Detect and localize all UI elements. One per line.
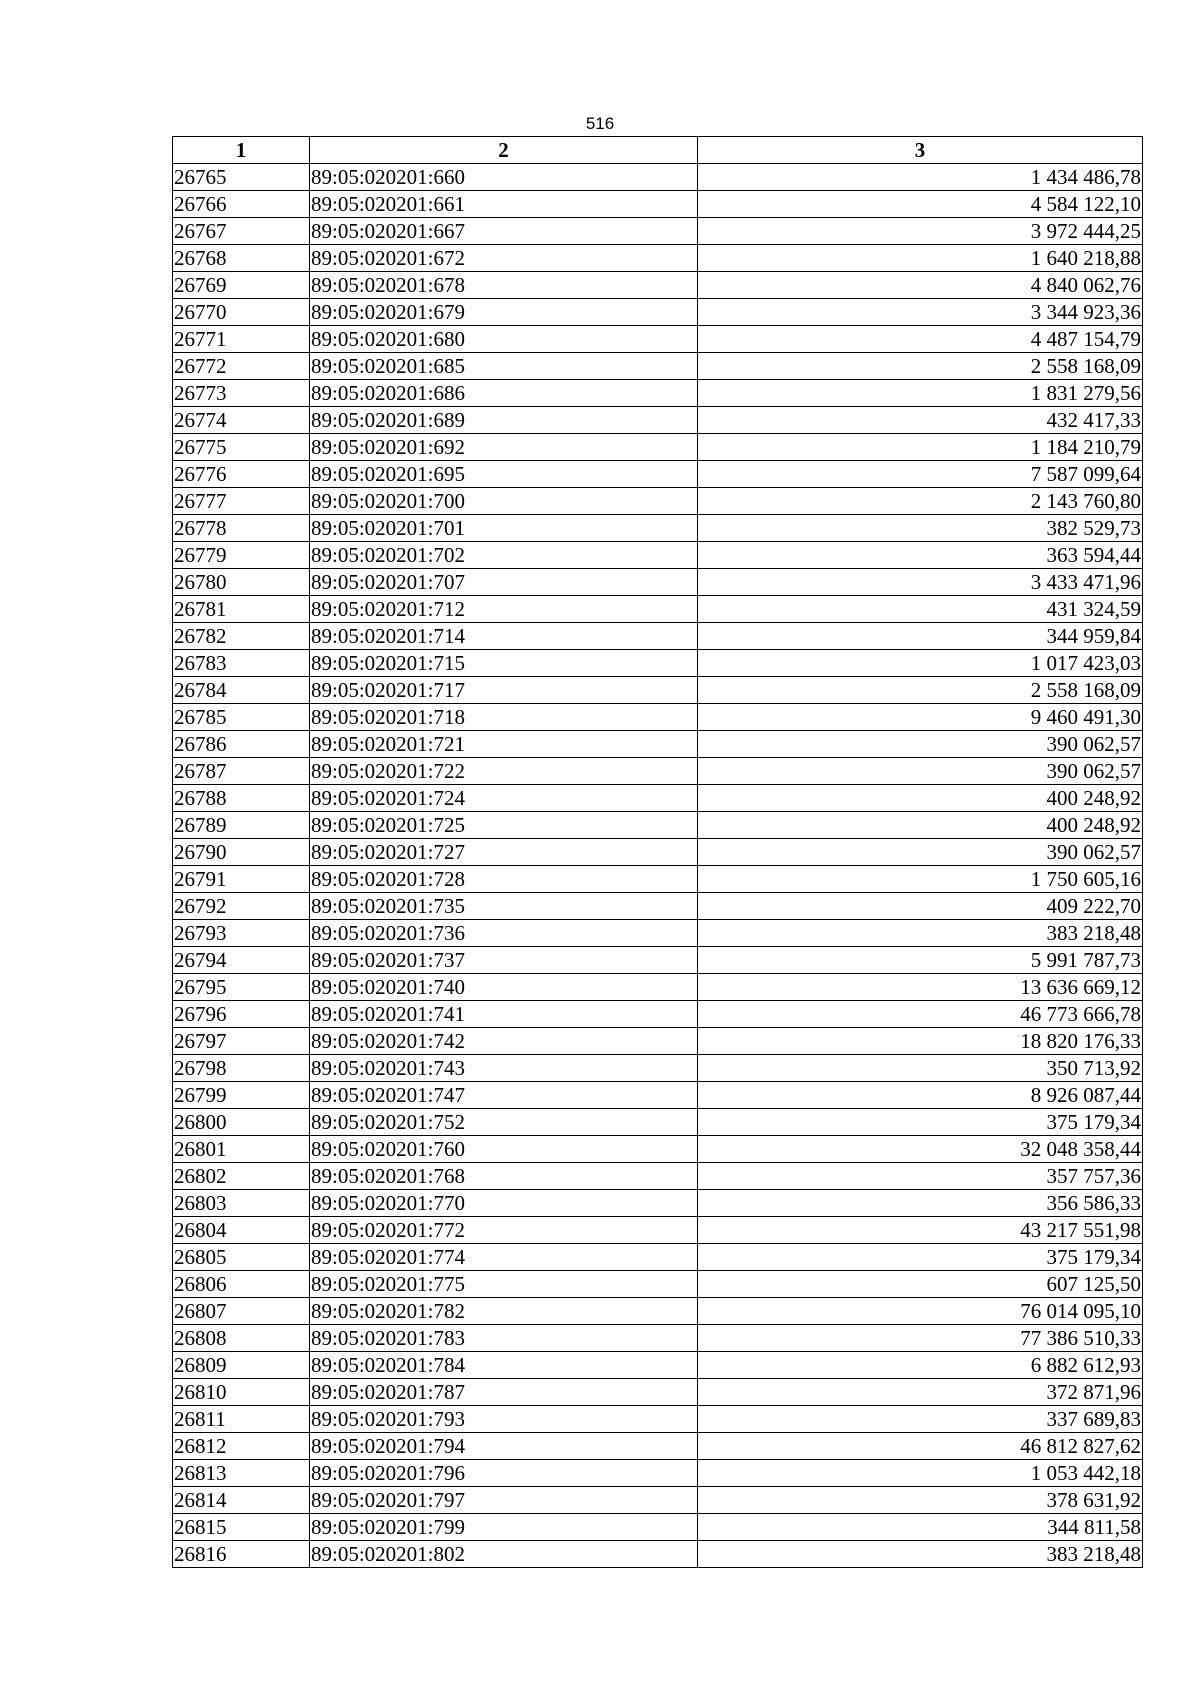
cadastral-number-cell: 89:05:020201:787: [310, 1379, 698, 1406]
column-header-2: 2: [310, 137, 698, 164]
row-number-cell: 26812: [173, 1433, 310, 1460]
cadastral-number-cell: 89:05:020201:783: [310, 1325, 698, 1352]
table-row: [173, 893, 1143, 920]
row-number-cell: 26774: [173, 407, 310, 434]
cadastral-number-cell: 89:05:020201:743: [310, 1055, 698, 1082]
value-cell: 4 584 122,10: [698, 191, 1143, 218]
value-cell: 390 062,57: [698, 839, 1143, 866]
table-row: [173, 542, 1143, 569]
column-header-3: 3: [698, 137, 1143, 164]
value-cell: 1 053 442,18: [698, 1460, 1143, 1487]
value-cell: 363 594,44: [698, 542, 1143, 569]
table-row: [173, 272, 1143, 299]
cadastral-number-cell: 89:05:020201:742: [310, 1028, 698, 1055]
value-cell: 46 773 666,78: [698, 1001, 1143, 1028]
table-row: [173, 1379, 1143, 1406]
row-number-cell: 26794: [173, 947, 310, 974]
row-number-cell: 26782: [173, 623, 310, 650]
cadastral-number-cell: 89:05:020201:794: [310, 1433, 698, 1460]
value-cell: 76 014 095,10: [698, 1298, 1143, 1325]
cadastral-number-cell: 89:05:020201:722: [310, 758, 698, 785]
table-header-row: [173, 137, 1143, 164]
row-number-cell: 26784: [173, 677, 310, 704]
row-number-cell: 26804: [173, 1217, 310, 1244]
table-row: [173, 596, 1143, 623]
row-number-cell: 26783: [173, 650, 310, 677]
table-row: [173, 920, 1143, 947]
cadastral-number-cell: 89:05:020201:728: [310, 866, 698, 893]
row-number-cell: 26816: [173, 1541, 310, 1568]
value-cell: 1 184 210,79: [698, 434, 1143, 461]
cadastral-number-cell: 89:05:020201:724: [310, 785, 698, 812]
table-row: [173, 1001, 1143, 1028]
value-cell: 77 386 510,33: [698, 1325, 1143, 1352]
cadastral-number-cell: 89:05:020201:735: [310, 893, 698, 920]
row-number-cell: 26803: [173, 1190, 310, 1217]
value-cell: 8 926 087,44: [698, 1082, 1143, 1109]
cadastral-number-cell: 89:05:020201:760: [310, 1136, 698, 1163]
row-number-cell: 26797: [173, 1028, 310, 1055]
value-cell: 375 179,34: [698, 1244, 1143, 1271]
row-number-cell: 26805: [173, 1244, 310, 1271]
value-cell: 350 713,92: [698, 1055, 1143, 1082]
table-row: [173, 1487, 1143, 1514]
table-row: [173, 191, 1143, 218]
cadastral-number-cell: 89:05:020201:721: [310, 731, 698, 758]
value-cell: 390 062,57: [698, 758, 1143, 785]
row-number-cell: 26773: [173, 380, 310, 407]
table-row: [173, 1109, 1143, 1136]
table-row: [173, 1541, 1143, 1568]
table-row: [173, 1163, 1143, 1190]
value-cell: 375 179,34: [698, 1109, 1143, 1136]
row-number-cell: 26772: [173, 353, 310, 380]
row-number-cell: 26793: [173, 920, 310, 947]
row-number-cell: 26771: [173, 326, 310, 353]
cadastral-number-cell: 89:05:020201:782: [310, 1298, 698, 1325]
cadastral-number-cell: 89:05:020201:747: [310, 1082, 698, 1109]
value-cell: 2 558 168,09: [698, 677, 1143, 704]
row-number-cell: 26770: [173, 299, 310, 326]
table-body: [173, 164, 1143, 1568]
row-number-cell: 26766: [173, 191, 310, 218]
table-row: [173, 731, 1143, 758]
value-cell: 1 750 605,16: [698, 866, 1143, 893]
row-number-cell: 26786: [173, 731, 310, 758]
table-row: [173, 434, 1143, 461]
table-row: [173, 1352, 1143, 1379]
table-row: [173, 1217, 1143, 1244]
table-row: [173, 1244, 1143, 1271]
table-row: [173, 866, 1143, 893]
cadastral-number-cell: 89:05:020201:685: [310, 353, 698, 380]
row-number-cell: 26768: [173, 245, 310, 272]
value-cell: 18 820 176,33: [698, 1028, 1143, 1055]
row-number-cell: 26802: [173, 1163, 310, 1190]
cadastral-number-cell: 89:05:020201:796: [310, 1460, 698, 1487]
cadastral-number-cell: 89:05:020201:712: [310, 596, 698, 623]
table-row: [173, 812, 1143, 839]
row-number-cell: 26777: [173, 488, 310, 515]
row-number-cell: 26799: [173, 1082, 310, 1109]
row-number-cell: 26814: [173, 1487, 310, 1514]
row-number-cell: 26765: [173, 164, 310, 191]
value-cell: 607 125,50: [698, 1271, 1143, 1298]
data-table: [172, 136, 1143, 1568]
cadastral-number-cell: 89:05:020201:727: [310, 839, 698, 866]
row-number-cell: 26787: [173, 758, 310, 785]
row-number-cell: 26781: [173, 596, 310, 623]
table-row: [173, 1028, 1143, 1055]
row-number-cell: 26769: [173, 272, 310, 299]
value-cell: 378 631,92: [698, 1487, 1143, 1514]
value-cell: 4 840 062,76: [698, 272, 1143, 299]
cadastral-number-cell: 89:05:020201:714: [310, 623, 698, 650]
row-number-cell: 26798: [173, 1055, 310, 1082]
cadastral-number-cell: 89:05:020201:737: [310, 947, 698, 974]
row-number-cell: 26815: [173, 1514, 310, 1541]
table-row: [173, 1514, 1143, 1541]
value-cell: 3 433 471,96: [698, 569, 1143, 596]
table-row: [173, 623, 1143, 650]
row-number-cell: 26809: [173, 1352, 310, 1379]
cadastral-number-cell: 89:05:020201:707: [310, 569, 698, 596]
row-number-cell: 26807: [173, 1298, 310, 1325]
cadastral-number-cell: 89:05:020201:680: [310, 326, 698, 353]
value-cell: 432 417,33: [698, 407, 1143, 434]
row-number-cell: 26808: [173, 1325, 310, 1352]
cadastral-number-cell: 89:05:020201:736: [310, 920, 698, 947]
row-number-cell: 26775: [173, 434, 310, 461]
table-row: [173, 380, 1143, 407]
table-row: [173, 1055, 1143, 1082]
table-row: [173, 839, 1143, 866]
cadastral-number-cell: 89:05:020201:715: [310, 650, 698, 677]
row-number-cell: 26776: [173, 461, 310, 488]
row-number-cell: 26801: [173, 1136, 310, 1163]
cadastral-number-cell: 89:05:020201:752: [310, 1109, 698, 1136]
table-row: [173, 353, 1143, 380]
table-row: [173, 407, 1143, 434]
table-row: [173, 650, 1143, 677]
table-row: [173, 461, 1143, 488]
table-row: [173, 218, 1143, 245]
row-number-cell: 26785: [173, 704, 310, 731]
value-cell: 5 991 787,73: [698, 947, 1143, 974]
value-cell: 2 558 168,09: [698, 353, 1143, 380]
value-cell: 1 831 279,56: [698, 380, 1143, 407]
value-cell: 3 344 923,36: [698, 299, 1143, 326]
value-cell: 43 217 551,98: [698, 1217, 1143, 1244]
table-row: [173, 326, 1143, 353]
value-cell: 1 434 486,78: [698, 164, 1143, 191]
value-cell: 344 959,84: [698, 623, 1143, 650]
table-row: [173, 704, 1143, 731]
table-row: [173, 1136, 1143, 1163]
value-cell: 46 812 827,62: [698, 1433, 1143, 1460]
cadastral-number-cell: 89:05:020201:793: [310, 1406, 698, 1433]
cadastral-number-cell: 89:05:020201:717: [310, 677, 698, 704]
cadastral-number-cell: 89:05:020201:661: [310, 191, 698, 218]
table-row: [173, 1406, 1143, 1433]
cadastral-number-cell: 89:05:020201:768: [310, 1163, 698, 1190]
table-row: [173, 1460, 1143, 1487]
row-number-cell: 26767: [173, 218, 310, 245]
value-cell: 13 636 669,12: [698, 974, 1143, 1001]
value-cell: 344 811,58: [698, 1514, 1143, 1541]
table-row: [173, 245, 1143, 272]
value-cell: 4 487 154,79: [698, 326, 1143, 353]
cadastral-number-cell: 89:05:020201:797: [310, 1487, 698, 1514]
table-row: [173, 758, 1143, 785]
cadastral-number-cell: 89:05:020201:689: [310, 407, 698, 434]
value-cell: 400 248,92: [698, 812, 1143, 839]
cadastral-number-cell: 89:05:020201:784: [310, 1352, 698, 1379]
value-cell: 7 587 099,64: [698, 461, 1143, 488]
table-row: [173, 785, 1143, 812]
table-row: [173, 164, 1143, 191]
cadastral-number-cell: 89:05:020201:799: [310, 1514, 698, 1541]
table-row: [173, 947, 1143, 974]
row-number-cell: 26800: [173, 1109, 310, 1136]
row-number-cell: 26779: [173, 542, 310, 569]
table-row: [173, 677, 1143, 704]
row-number-cell: 26813: [173, 1460, 310, 1487]
row-number-cell: 26806: [173, 1271, 310, 1298]
cadastral-number-cell: 89:05:020201:802: [310, 1541, 698, 1568]
value-cell: 372 871,96: [698, 1379, 1143, 1406]
row-number-cell: 26791: [173, 866, 310, 893]
cadastral-number-cell: 89:05:020201:667: [310, 218, 698, 245]
value-cell: 1 640 218,88: [698, 245, 1143, 272]
cadastral-number-cell: 89:05:020201:718: [310, 704, 698, 731]
row-number-cell: 26795: [173, 974, 310, 1001]
row-number-cell: 26790: [173, 839, 310, 866]
value-cell: 356 586,33: [698, 1190, 1143, 1217]
table-row: [173, 974, 1143, 1001]
cadastral-number-cell: 89:05:020201:686: [310, 380, 698, 407]
cadastral-number-cell: 89:05:020201:660: [310, 164, 698, 191]
column-header-1: 1: [173, 137, 310, 164]
cadastral-number-cell: 89:05:020201:692: [310, 434, 698, 461]
table-row: [173, 488, 1143, 515]
table-row: [173, 1433, 1143, 1460]
value-cell: 383 218,48: [698, 1541, 1143, 1568]
row-number-cell: 26810: [173, 1379, 310, 1406]
table-row: [173, 1298, 1143, 1325]
value-cell: 6 882 612,93: [698, 1352, 1143, 1379]
row-number-cell: 26792: [173, 893, 310, 920]
cadastral-number-cell: 89:05:020201:701: [310, 515, 698, 542]
table-row: [173, 515, 1143, 542]
value-cell: 357 757,36: [698, 1163, 1143, 1190]
cadastral-number-cell: 89:05:020201:672: [310, 245, 698, 272]
value-cell: 1 017 423,03: [698, 650, 1143, 677]
value-cell: 400 248,92: [698, 785, 1143, 812]
cadastral-number-cell: 89:05:020201:679: [310, 299, 698, 326]
value-cell: 32 048 358,44: [698, 1136, 1143, 1163]
cadastral-number-cell: 89:05:020201:700: [310, 488, 698, 515]
value-cell: 390 062,57: [698, 731, 1143, 758]
row-number-cell: 26780: [173, 569, 310, 596]
cadastral-number-cell: 89:05:020201:695: [310, 461, 698, 488]
value-cell: 382 529,73: [698, 515, 1143, 542]
value-cell: 337 689,83: [698, 1406, 1143, 1433]
cadastral-number-cell: 89:05:020201:770: [310, 1190, 698, 1217]
row-number-cell: 26778: [173, 515, 310, 542]
cadastral-number-cell: 89:05:020201:741: [310, 1001, 698, 1028]
value-cell: 9 460 491,30: [698, 704, 1143, 731]
value-cell: 409 222,70: [698, 893, 1143, 920]
value-cell: 3 972 444,25: [698, 218, 1143, 245]
cadastral-number-cell: 89:05:020201:740: [310, 974, 698, 1001]
table-row: [173, 1271, 1143, 1298]
table-row: [173, 1082, 1143, 1109]
cadastral-number-cell: 89:05:020201:774: [310, 1244, 698, 1271]
cadastral-number-cell: 89:05:020201:678: [310, 272, 698, 299]
cadastral-number-cell: 89:05:020201:725: [310, 812, 698, 839]
table-row: [173, 569, 1143, 596]
row-number-cell: 26789: [173, 812, 310, 839]
value-cell: 2 143 760,80: [698, 488, 1143, 515]
cadastral-number-cell: 89:05:020201:702: [310, 542, 698, 569]
cadastral-number-cell: 89:05:020201:775: [310, 1271, 698, 1298]
table-row: [173, 1190, 1143, 1217]
row-number-cell: 26788: [173, 785, 310, 812]
row-number-cell: 26796: [173, 1001, 310, 1028]
cadastral-number-cell: 89:05:020201:772: [310, 1217, 698, 1244]
table-row: [173, 1325, 1143, 1352]
row-number-cell: 26811: [173, 1406, 310, 1433]
table-row: [173, 299, 1143, 326]
page-number: 516: [585, 114, 615, 133]
value-cell: 431 324,59: [698, 596, 1143, 623]
value-cell: 383 218,48: [698, 920, 1143, 947]
